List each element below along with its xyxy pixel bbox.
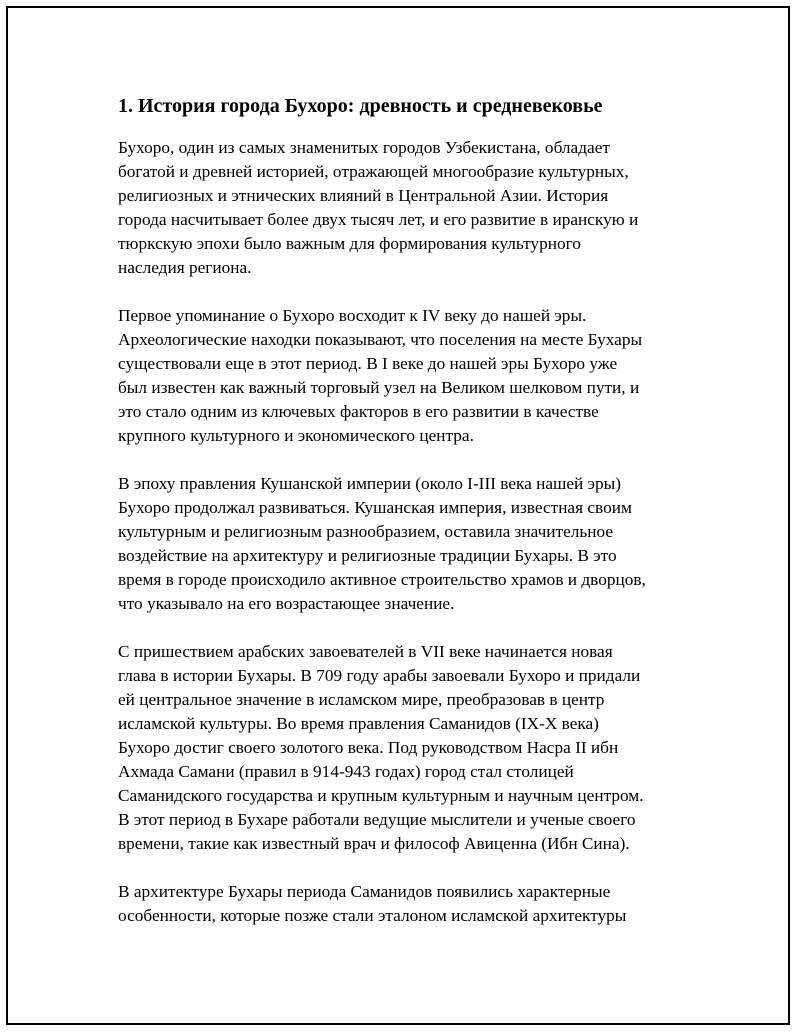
paragraph: Бухоро, один из самых знаменитых городов Узбекистана, обладает богатой и древней историей, отражающей многообразие культурных, религиозных и этнических влияний в Центральной Азии. История города насчитывает более двух тысяч лет, и его развитие в иранскую и тюркскую эпохи было важным для формирования культурного наследия региона. xyxy=(118,138,639,277)
paragraph: Первое упоминание о Бухоро восходит к IV веку до нашей эры. Археологические находки показывают, что поселения на месте Бухары существовали еще в этот период. В I веке до нашей эры Бухоро уже был известен как важный торговый узел на Великом шелковом пути, и это стало одним из ключевых факторов в его развитии в качестве крупного культурного и экономического центра. xyxy=(118,306,643,445)
section-heading: 1. История города Бухоро: древность и средневековье xyxy=(118,95,603,117)
paragraph: С пришествием арабских завоевателей в VII веке начинается новая глава в истории Бухары. В 709 году арабы завоевали Бухоро и придали ей центральное значение в исламском мире, преобразовав в центр исламской культуры. Во время правления Саманидов (IX-X века) Бухоро достиг своего золотого века. Под руководством Насра II ибн Ахмада Самани (правил в 914-943 годах) город стал столицей Саманидского государства и крупным культурным и научным центром. В этот период в Бухаре работали ведущие мыслители и ученые своего времени, такие как известный врач и философ Авиценна (Ибн Сина). xyxy=(118,642,644,853)
paragraph: В эпоху правления Кушанской империи (около I-III века нашей эры) Бухоро продолжал развиваться. Кушанская империя, известная своим культурным и религиозным разнообразием, оставила значительное воздействие на архитектуру и религиозные традиции Бухары. В это время в городе происходило активное строительство храмов и дворцов, что указывало на его возрастающее значение. xyxy=(118,474,646,613)
document-body xyxy=(118,92,688,952)
paragraph: В архитектуре Бухары периода Саманидов появились характерные особенности, которые позже стали эталоном исламской архитектуры xyxy=(118,882,627,925)
